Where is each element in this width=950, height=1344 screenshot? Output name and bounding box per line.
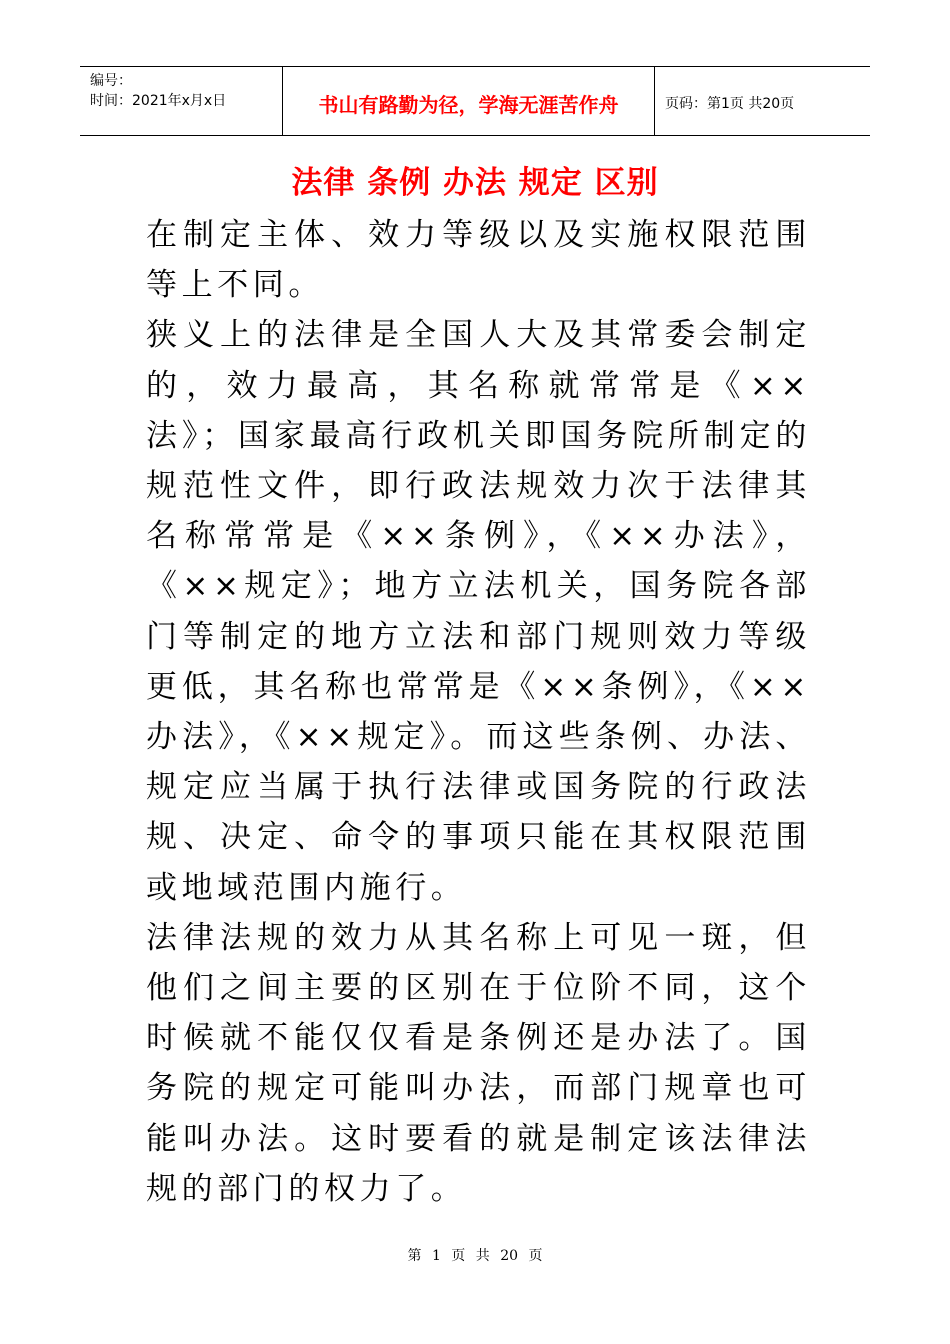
- header-page-cell: [655, 67, 870, 135]
- document-time-label: 时间：2021年x月x日: [90, 93, 227, 109]
- body-paragraph: 狭义上的法律是全国人大及其常委会制定的，效力最高，其名称就常常是《××法》；国家最高行政机关即国务院所制定的规范性文件，即行政法规效力次于法律其名称常常是《××条例》，《××办法》，《××规定》；地方立法机关，国务院各部门等制定的地方立法和部门规则效力等级更低，其名称也常常是《××条例》，《××办法》，《××规定》。而这些条例、办法、规定应当属于执行法律或国务院的行政法规、决定、命令的事项只能在其权限范围或地域范围内施行。: [146, 317, 811, 906]
- document-body: [146, 210, 811, 1214]
- document-title: 法律 条例 办法 规定 区别: [291, 165, 659, 201]
- header-page-info: 页码：第1页 共20页: [665, 96, 795, 112]
- header-table: [80, 66, 870, 136]
- header-meta-cell: [80, 67, 283, 135]
- body-paragraph: 在制定主体、效力等级以及实施权限范围等上不同。: [146, 217, 811, 304]
- page-footer: 第 1 页 共 20 页: [407, 1248, 543, 1264]
- header-motto: 书山有路勤为径，学海无涯苦作舟: [318, 92, 619, 117]
- body-paragraph: 法律法规的效力从其名称上可见一斑，但他们之间主要的区别在于位阶不同，这个时候就不能仅仅看是条例还是办法了。国务院的规定可能叫办法，而部门规章也可能叫办法。这时要看的就是制定该法律法规的部门的权力了。: [146, 919, 811, 1207]
- document-number-label: 编号：: [90, 73, 132, 89]
- header-motto-cell: [283, 67, 655, 135]
